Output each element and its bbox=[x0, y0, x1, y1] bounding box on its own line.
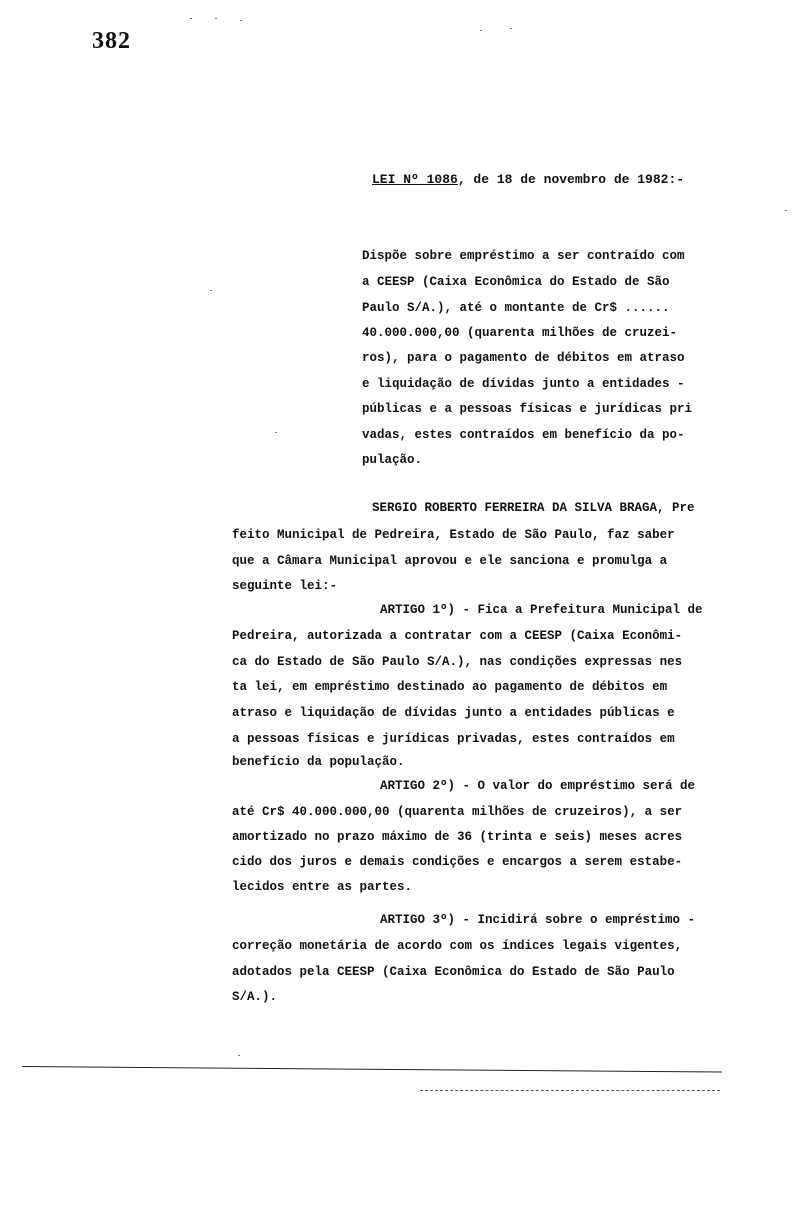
article-line: Pedreira, autorizada a contratar com a CEESP (Caixa Econômi- bbox=[232, 629, 683, 643]
article-line: S/A.). bbox=[232, 990, 278, 1004]
article-line: benefício da população. bbox=[232, 755, 405, 769]
page-number: 382 bbox=[92, 28, 131, 54]
scan-speck bbox=[240, 20, 242, 21]
ementa-line: 40.000.000,00 (quarenta milhões de cruzei- bbox=[362, 326, 678, 340]
law-number: LEI Nº 1086 bbox=[372, 172, 458, 187]
preamble-line: feito Municipal de Pedreira, Estado de São Paulo, faz saber bbox=[232, 528, 675, 542]
bottom-rule-dashed bbox=[420, 1090, 720, 1091]
law-title bbox=[372, 172, 684, 187]
ementa-line: ros), para o pagamento de débitos em atraso bbox=[362, 351, 685, 365]
article-line: ta lei, em empréstimo destinado ao pagamento de débitos em bbox=[232, 680, 668, 694]
article-heading: ARTIGO 3º) - Incidirá sobre o empréstimo - bbox=[380, 913, 696, 927]
article-line: amortizado no prazo máximo de 36 (trinta e seis) meses acres bbox=[232, 830, 683, 844]
ementa-line: e liquidação de dívidas junto a entidades - bbox=[362, 377, 685, 391]
ementa-line: a CEESP (Caixa Econômica do Estado de São bbox=[362, 275, 670, 289]
scan-speck bbox=[190, 18, 192, 19]
ementa-line: Paulo S/A.), até o montante de Cr$ ...... bbox=[362, 301, 670, 315]
scan-speck bbox=[210, 290, 212, 291]
preamble-line: que a Câmara Municipal aprovou e ele sanciona e promulga a bbox=[232, 554, 668, 568]
article-line: adotados pela CEESP (Caixa Econômica do Estado de São Paulo bbox=[232, 965, 675, 979]
preamble-line: SERGIO ROBERTO FERREIRA DA SILVA BRAGA, Pre bbox=[372, 501, 695, 515]
scan-speck bbox=[785, 210, 787, 211]
article-heading: ARTIGO 2º) - O valor do empréstimo será de bbox=[380, 779, 696, 793]
article-heading: ARTIGO 1º) - Fica a Prefeitura Municipal de bbox=[380, 603, 703, 617]
ementa-line: vadas, estes contraídos em benefício da po- bbox=[362, 428, 685, 442]
ementa-line: públicas e a pessoas físicas e jurídicas pri bbox=[362, 402, 693, 416]
article-line: a pessoas físicas e jurídicas privadas, estes contraídos em bbox=[232, 732, 675, 746]
article-line: ca do Estado de São Paulo S/A.), nas condições expressas nes bbox=[232, 655, 683, 669]
scan-speck bbox=[480, 30, 482, 31]
scan-speck bbox=[215, 18, 217, 19]
ementa-line: Dispõe sobre empréstimo a ser contraído com bbox=[362, 249, 685, 263]
article-line: até Cr$ 40.000.000,00 (quarenta milhões de cruzeiros), a ser bbox=[232, 805, 683, 819]
article-line: lecidos entre as partes. bbox=[232, 880, 413, 894]
ementa-line: pulação. bbox=[362, 453, 423, 467]
scan-speck bbox=[510, 28, 512, 29]
scan-speck bbox=[238, 1055, 240, 1056]
article-line: atraso e liquidação de dívidas junto a entidades públicas e bbox=[232, 706, 675, 720]
article-line: cido dos juros e demais condições e encargos a serem estabe- bbox=[232, 855, 683, 869]
article-line: correção monetária de acordo com os índices legais vigentes, bbox=[232, 939, 683, 953]
bottom-rule bbox=[22, 1066, 722, 1072]
scan-speck bbox=[275, 432, 277, 433]
law-date: , de 18 de novembro de 1982:- bbox=[457, 172, 685, 187]
preamble-line: seguinte lei:- bbox=[232, 579, 338, 593]
